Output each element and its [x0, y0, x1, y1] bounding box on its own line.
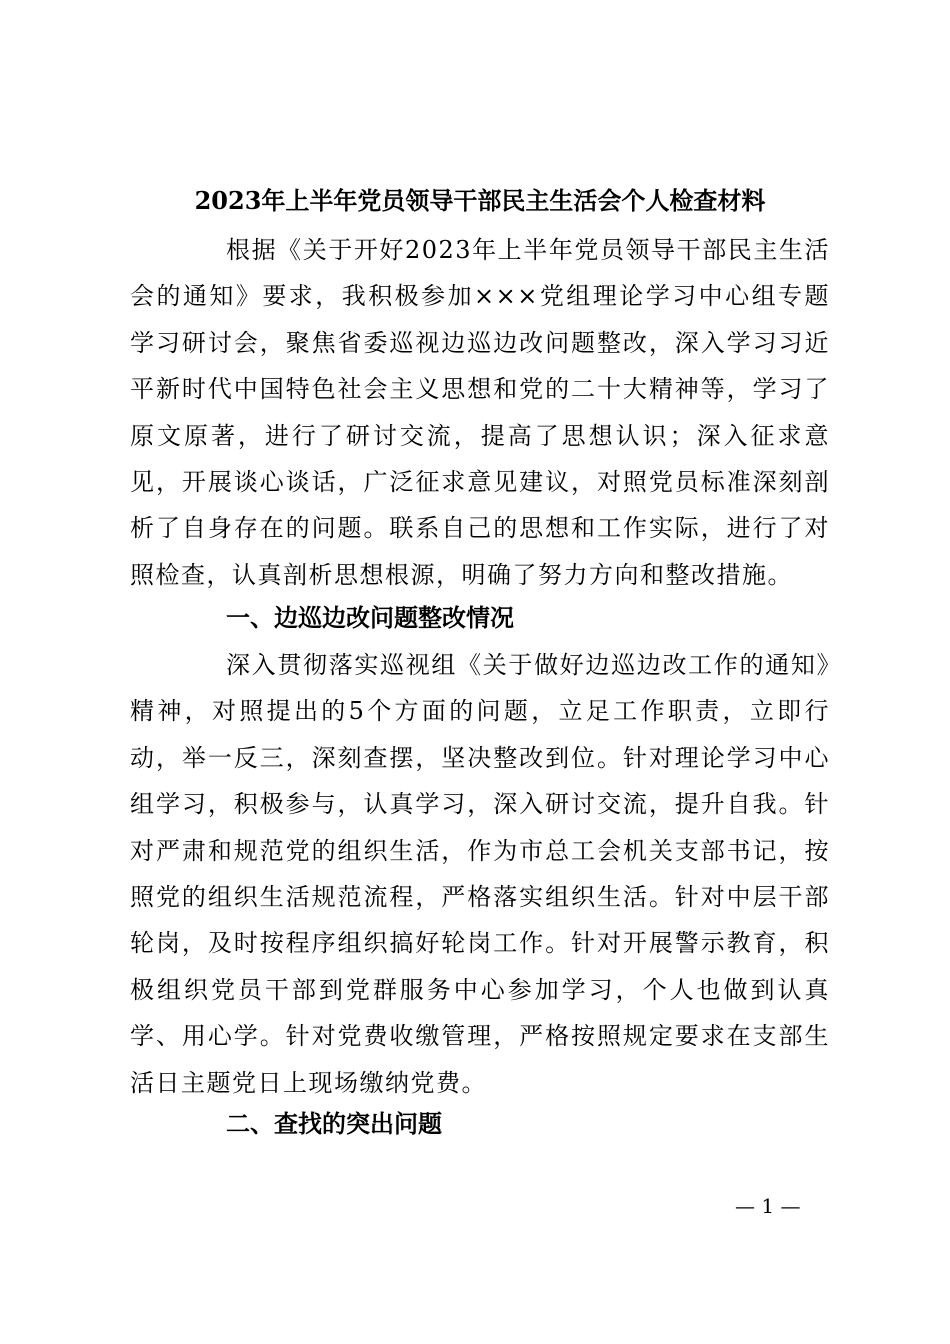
section-heading-1: 一、边巡边改问题整改情况 — [226, 604, 514, 632]
page-number: — 1 — — [735, 1194, 801, 1218]
intro-paragraph: 根据《关于开好2023年上半年党员领导干部民主生活会的通知》要求，我积极参加×××党组理论学习中心组专题学习研讨会，聚焦省委巡视边巡边改问题整改，深入学习习近平新时代中国特色社会主义思想和党的二十大精神等，学习了原文原著，进行了研讨交流，提高了思想认识；深入征求意见，开展谈心谈话，广泛征求意见建议，对照党员标准深刻剖析了自身存在的问题。联系自己的思想和工作实际，进行了对照检查，认真剖析思想根源，明确了努力方向和整改措施。 — [130, 236, 830, 589]
section-heading-2: 二、查找的突出问题 — [226, 1110, 442, 1138]
document-title: 2023年上半年党员领导干部民主生活会个人检查材料 — [194, 186, 766, 215]
rectification-paragraph: 深入贯彻落实巡视组《关于做好边巡边改工作的通知》精神，对照提出的5个方面的问题，立足工作职责，立即行动，举一反三，深刻查摆，坚决整改到位。针对理论学习中心组学习，积极参与，认真学习，深入研讨交流，提升自我。针对严肃和规范党的组织生活，作为市总工会机关支部书记，按照党的组织生活规范流程，严格落实组织生活。针对中层干部轮岗，及时按程序组织搞好轮岗工作。针对开展警示教育，积极组织党员干部到党群服务中心参加学习，个人也做到认真学、用心学。针对党费收缴管理，严格按照规定要求在支部生活日主题党日上现场缴纳党费。 — [130, 651, 830, 1097]
